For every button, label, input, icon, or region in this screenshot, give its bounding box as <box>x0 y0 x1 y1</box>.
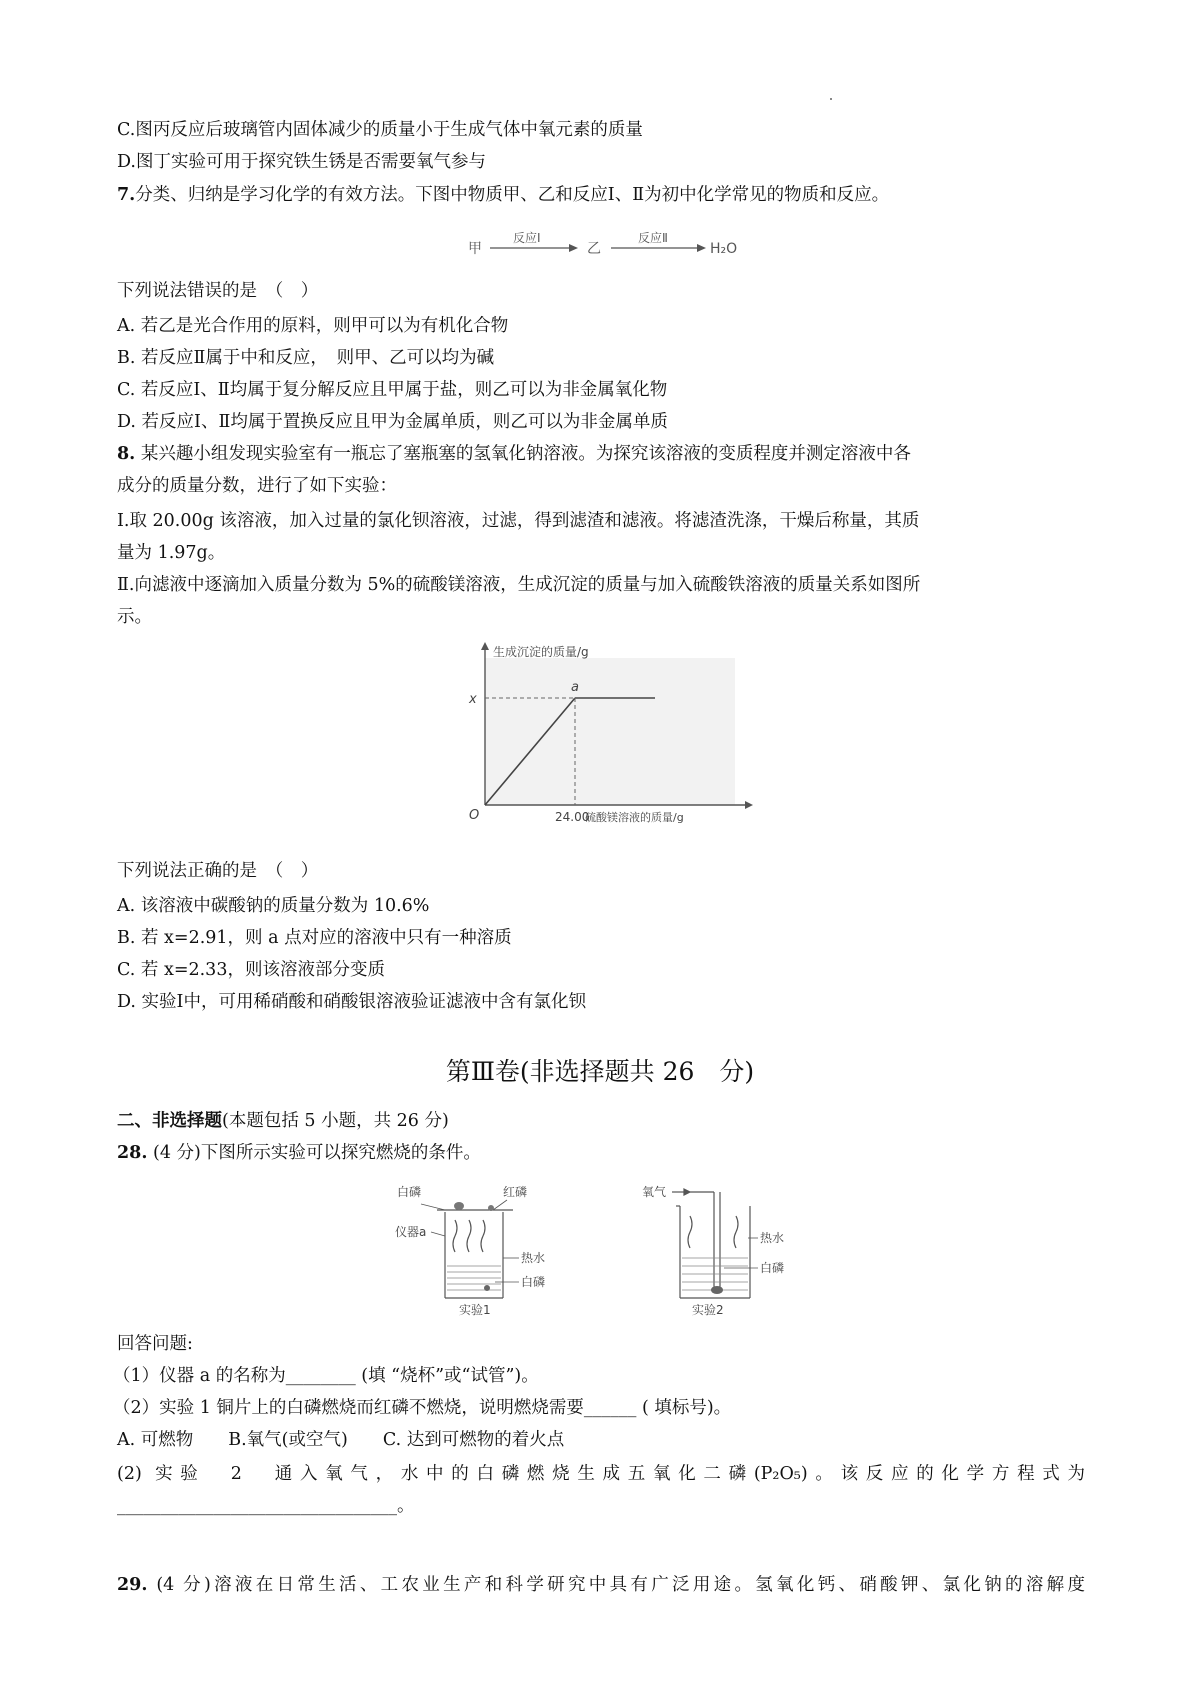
scan-dot <box>830 98 832 100</box>
q28-answer-prompt: 回答问题: <box>117 1334 193 1354</box>
q7-option-d: D. 若反应Ⅰ、Ⅱ均属于置换反应且甲为金属单质，则乙可以为非金属单质 <box>117 412 668 432</box>
q7-reaction-diagram <box>466 230 746 262</box>
section-title: 第Ⅲ卷(非选择题共 26 分) <box>445 1057 755 1086</box>
section-heading-bold: 二、非选择题 <box>117 1111 222 1131</box>
q28-stem <box>117 1140 481 1166</box>
q8-step1-line2: 量为 1.97g。 <box>117 543 226 563</box>
q7-product-water: H₂O <box>710 241 738 257</box>
fig1-white-phosphorus-2-label: 白磷 <box>521 1275 546 1289</box>
q8-step2-line2: 示。 <box>117 607 152 627</box>
q28-question-1: （1）仪器 a 的名称为________ (填 “烧杯”或“试管”)。 <box>113 1366 539 1386</box>
chart-y-axis-arrow <box>481 642 489 650</box>
q7-option-b: B. 若反应Ⅱ属于中和反应， 则甲、乙可以均为碱 <box>117 348 495 368</box>
q7-substance-a: 甲 <box>468 241 482 257</box>
chart-point-label: a <box>571 680 579 695</box>
fig2-hot-water-label: 热水 <box>760 1231 785 1245</box>
q8-step2-line1: Ⅱ.向滤液中逐滴加入质量分数为 5%的硫酸镁溶液，生成沉淀的质量与加入硫酸铁溶液的质量关系如图所 <box>117 575 921 595</box>
q29-stem-text: (4 分)溶液在日常生活、工农业生产和科学研究中具有广泛用途。氢氧化钙、硝酸钾、氯化钠的溶解度 <box>147 1575 1085 1595</box>
chart-y-tick-label: x <box>469 692 477 707</box>
fig2-oxygen-label: 氧气 <box>642 1185 667 1199</box>
q29-number: 29. <box>117 1575 148 1595</box>
chart-x-axis-arrow <box>745 801 753 809</box>
q7-stem-text: 分类、归纳是学习化学的有效方法。下图中物质甲、乙和反应Ⅰ、Ⅱ为初中化学常见的物质和反应。 <box>135 185 890 205</box>
fig1-instrument-a-label: 仪器a <box>395 1225 427 1239</box>
q28-experiment-1-figure <box>395 1180 575 1320</box>
q28-number: 28. <box>117 1143 148 1163</box>
q8-option-c: C. 若 x=2.33，则该溶液部分变质 <box>117 960 385 980</box>
chart-x-tick-label: 24.00 <box>555 810 590 824</box>
q28-experiment-2-figure <box>640 1180 810 1320</box>
q7-stem <box>117 182 889 208</box>
q7-reaction-2-label: 反应Ⅱ <box>638 231 668 245</box>
q8-stem-line2: 成分的质量分数，进行了如下实验： <box>117 476 397 496</box>
q8-step1-line1: Ⅰ.取 20.00g 该溶液，加入过量的氯化钡溶液，过滤，得到滤渣和滤液。将滤渣洗涤，干燥后称量，其质 <box>117 511 920 531</box>
q29-stem <box>117 1572 1085 1598</box>
fig2-caption: 实验2 <box>692 1303 724 1317</box>
q7-reaction-1-label: 反应Ⅰ <box>513 231 541 245</box>
q7-option-c: C. 若反应Ⅰ、Ⅱ均属于复分解反应且甲属于盐，则乙可以为非金属氧化物 <box>117 380 668 400</box>
q8-option-a: A. 该溶液中碳酸钠的质量分数为 10.6% <box>117 896 430 916</box>
q28-question-2: （2）实验 1 铜片上的白磷燃烧而红磷不燃烧，说明燃烧需要______ ( 填标号)。 <box>113 1398 732 1418</box>
q28-question-3-line1: (2) 实验 2 通入氧气，水中的白磷燃烧生成五氧化二磷(P₂O₅)。该反应的化学方程式为 <box>117 1464 1085 1484</box>
q8-option-d: D. 实验Ⅰ中，可用稀硝酸和硝酸银溶液验证滤液中含有氯化钡 <box>117 992 586 1012</box>
chart-origin-label: O <box>469 808 480 823</box>
q6-option-c: C.图丙反应后玻璃管内固体减少的质量小于生成气体中氧元素的质量 <box>117 120 643 140</box>
q7-number: 7. <box>117 185 136 205</box>
q28-stem-text: (4 分)下图所示实验可以探究燃烧的条件。 <box>147 1143 481 1163</box>
q28-question-3-answer-blank: ________________________________。 <box>117 1496 415 1516</box>
chart-plot-background <box>485 658 735 805</box>
fig1-hot-water-label: 热水 <box>521 1251 546 1265</box>
q8-precipitate-chart <box>455 640 755 840</box>
section-heading <box>117 1108 449 1134</box>
q7-substance-b: 乙 <box>587 241 601 257</box>
q8-option-b: B. 若 x=2.91，则 a 点对应的溶液中只有一种溶质 <box>117 928 512 948</box>
chart-x-axis-label: 硫酸镁溶液的质量/g <box>585 811 684 824</box>
q8-prompt: 下列说法正确的是 （ ） <box>117 861 319 881</box>
section-heading-note: (本题包括 5 小题，共 26 分) <box>222 1111 449 1131</box>
chart-y-axis-label: 生成沉淀的质量/g <box>493 645 589 659</box>
q8-stem-text: 某兴趣小组发现实验室有一瓶忘了塞瓶塞的氢氧化钠溶液。为探究该溶液的变质程度并测定溶液中各 <box>140 444 911 464</box>
q7-option-a: A. 若乙是光合作用的原料，则甲可以为有机化合物 <box>117 316 509 336</box>
fig1-white-phosphorus-label: 白磷 <box>397 1185 422 1199</box>
q8-number: 8. <box>117 444 136 464</box>
q7-prompt: 下列说法错误的是 （ ） <box>117 281 319 301</box>
fig1-caption: 实验1 <box>459 1303 491 1317</box>
q6-option-d: D.图丁实验可用于探究铁生锈是否需要氧气参与 <box>117 152 486 172</box>
q8-stem-line1 <box>117 441 911 467</box>
fig1-red-phosphorus-label: 红磷 <box>503 1185 528 1199</box>
q28-question-2-options: A. 可燃物 B.氧气(或空气) C. 达到可燃物的着火点 <box>117 1430 565 1450</box>
fig2-white-phosphorus-label: 白磷 <box>760 1261 785 1275</box>
